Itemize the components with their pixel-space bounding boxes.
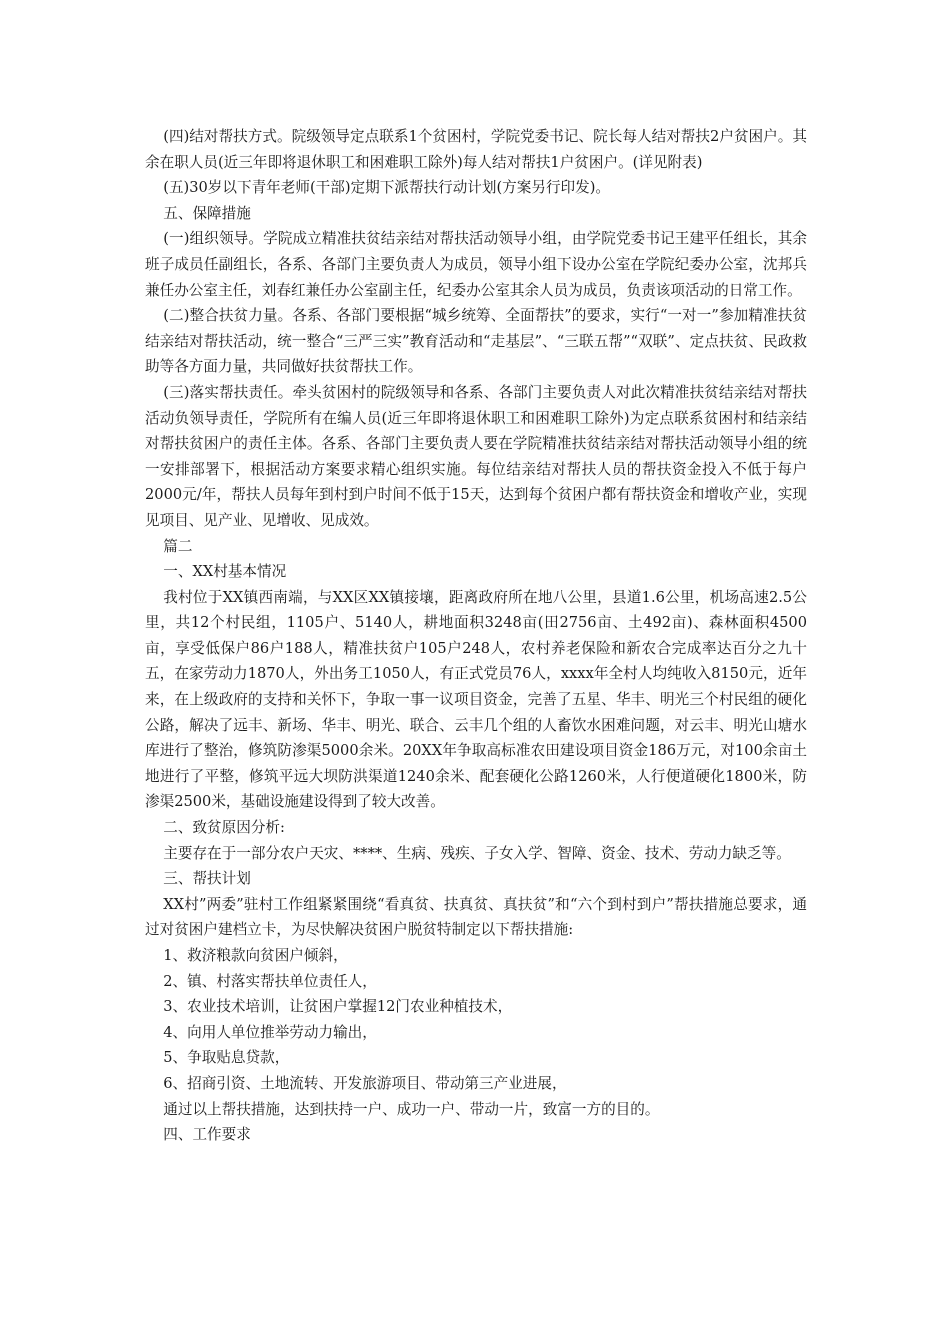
heading-work-requirements: 四、工作要求: [163, 1126, 251, 1144]
heading-assistance-plan: 三、帮扶计划: [163, 870, 251, 888]
heading-village-basics: 一、XX村基本情况: [163, 563, 287, 581]
paragraph-implement-responsibility: (三)落实帮扶责任。牵头贫困村的院级领导和各系、各部门主要负责人对此次精准扶贫结亲结对帮扶活动负领导责任，学院所有在编人员(近三年即将退休职工和困难职工除外)为定点联系贫困村和结亲结对帮扶贫困户的责任主体。各系、各部门主要负责人要在学院精准扶贫结亲结对帮扶活动领导小组的统一安排部署下，根据活动方案要求精心组织实施。每位结亲结对帮扶人员的帮扶资金投入不低于每户2000元/年，帮扶人员每年到村到户时间不低于15天，达到每个贫困户都有帮扶资金和增收产业，实现见项目、见产业、见增收、见成效。: [145, 383, 807, 529]
list-item-4: 4、向用人单位推举劳动力输出，: [163, 1023, 377, 1041]
paragraph-young-teachers-plan: (五)30岁以下青年老师(干部)定期下派帮扶行动计划(方案另行印发)。: [163, 179, 611, 197]
paragraph-organization-leadership: (一)组织领导。学院成立精准扶贫结亲结对帮扶活动领导小组，由学院党委书记王建平任组长，其余班子成员任副组长，各系、各部门主要负责人为成员，领导小组下设办公室在学院纪委办公室，沈邦兵兼任办公室主任，刘春红兼任办公室副主任，纪委办公室其余人员为成员，负责该项活动的日常工作。: [145, 230, 807, 299]
paragraph-goal: 通过以上帮扶措施，达到扶持一户、成功一户、带动一片，致富一方的目的。: [163, 1100, 660, 1118]
paragraph-poverty-causes: 主要存在于一部分农户天灾、****、生病、残疾、子女入学、智障、资金、技术、劳动力缺乏等。: [163, 844, 791, 862]
paragraph-pairing-method: (四)结对帮扶方式。院级领导定点联系1个贫困村，学院党委书记、院长每人结对帮扶2户贫困户。其余在职人员(近三年即将退休职工和困难职工除外)每人结对帮扶1户贫困户。(详见附表): [145, 128, 807, 171]
heading-part-two: 篇二: [163, 537, 193, 555]
list-item-1: 1、救济粮款向贫困户倾斜，: [163, 947, 348, 964]
heading-safeguards: 五、保障措施: [163, 204, 251, 222]
list-item-3: 3、农业技术培训，让贫困户掌握12门农业种植技术，: [163, 998, 513, 1016]
paragraph-integrate-forces: (二)整合扶贫力量。各系、各部门要根据“城乡统筹、全面帮扶”的要求，实行“一对一”参加精准扶贫结亲结对帮扶活动，统一整合“三严三实”教育活动和“走基层”、“三联五帮”“双联”、定点扶贫、民政救助等各方面力量，共同做好扶贫帮扶工作。: [145, 307, 807, 376]
heading-poverty-causes: 二、致贫原因分析:: [163, 819, 285, 837]
list-item-5: 5、争取贴息贷款，: [163, 1049, 290, 1067]
list-item-2: 2、镇、村落实帮扶单位责任人，: [163, 972, 377, 990]
list-item-6: 6、招商引资、土地流转、开发旅游项目、带动第三产业进展，: [163, 1074, 567, 1092]
paragraph-assistance-plan: XX村”两委”驻村工作组紧紧围绕“看真贫、扶真贫、真扶贫”和“六个到村到户”帮扶措施总要求，通过对贫困户建档立卡，为尽快解决贫困户脱贫特制定以下帮扶措施:: [145, 895, 807, 939]
document-page: [145, 124, 807, 1148]
paragraph-village-basics: 我村位于XX镇西南端，与XX区XX镇接壤，距离政府所在地八公里，县道1.6公里，机场高速2.5公里，共12个村民组，1105户、5140人，耕地面积3248亩(田2756亩、土492亩)、森林面积4500亩，享受低保户86户188人，精准扶贫户105户248人，农村养老保险和新农合完成率达百分之九十五，在家劳动力1870人，外出务工1050人，有正式党员76人，xxxx年全村人均纯收入8150元，近年来，在上级政府的支持和关怀下，争取一事一议项目资金，完善了五星、华丰、明光三个村民组的硬化公路，解决了远丰、新场、华丰、明光、联合、云丰几个组的人畜饮水困难问题，对云丰、明光山塘水库进行了整治，修筑防渗渠5000余米。20XX年争取高标准农田建设项目资金186万元，对100余亩土地进行了平整，修筑平远大坝防洪渠道1240余米、配套硬化公路1260米，人行便道硬化1800米，防渗渠2500米，基础设施建设得到了较大改善。: [145, 588, 807, 811]
